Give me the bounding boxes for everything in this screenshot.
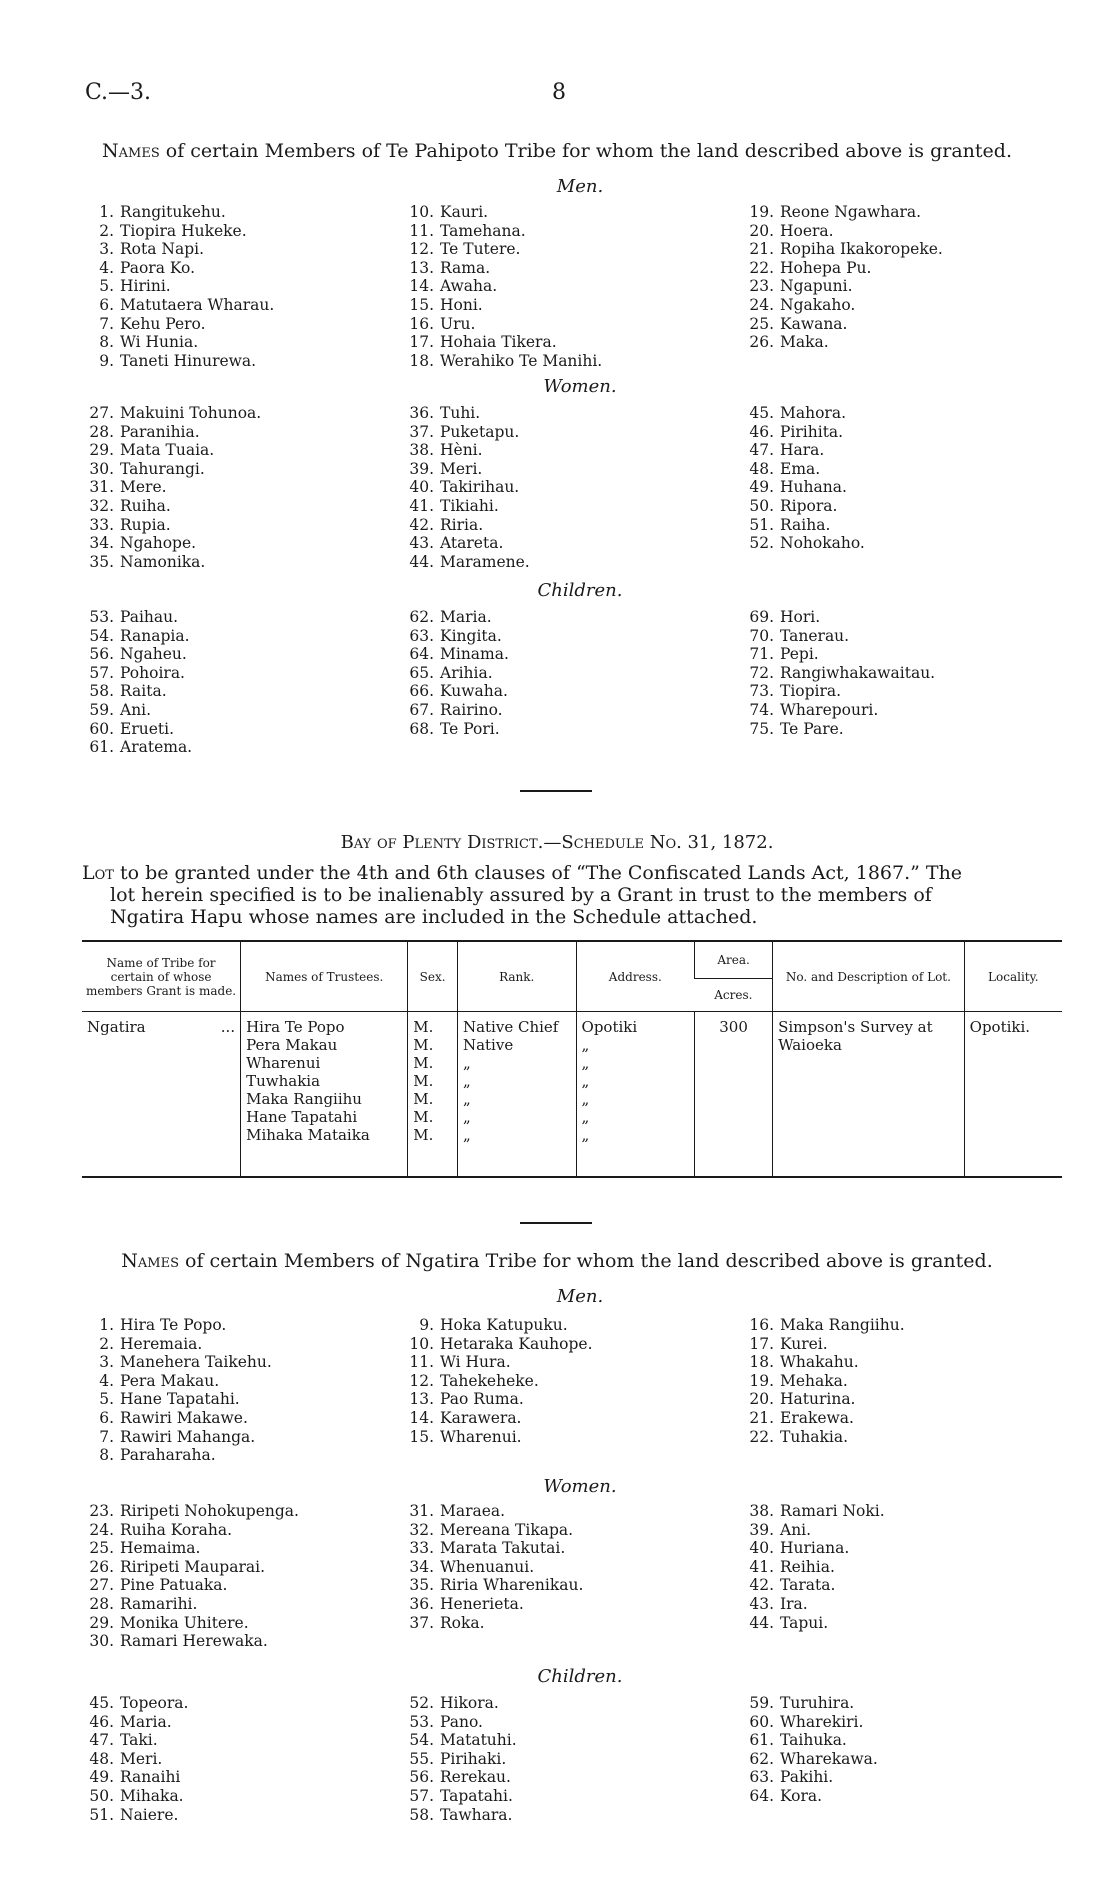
list-item: 51. Raiha. (749, 515, 831, 534)
s1-children-col-3 (742, 608, 935, 738)
list-item: 41. Tikiahi. (409, 496, 499, 515)
list-item: 11. Wi Hura. (409, 1353, 511, 1372)
s2-men-col-2 (402, 1316, 593, 1446)
list-item: 49. Ranaihi (89, 1768, 181, 1787)
list-item: 66. Kuwaha. (409, 682, 508, 701)
list-item: 22. Tuhakia. (749, 1427, 849, 1446)
table-row (82, 1012, 1062, 1178)
table-cell-line: „ (462, 1108, 471, 1126)
lot-lead: Lot (82, 862, 114, 884)
divider-rule-2 (520, 1222, 592, 1224)
lot-line-3: Ngatira Hapu whose names are included in the Schedule attached. (110, 906, 758, 928)
list-item: 74. Wharepouri. (749, 700, 879, 719)
list-item: 28. Paranihia. (89, 422, 200, 441)
list-item: 17. Kurei. (749, 1334, 828, 1353)
list-item: 8. Wi Hunia. (99, 333, 199, 352)
list-item: 12. Tahekeheke. (409, 1371, 539, 1390)
list-item: 31. Maraea. (409, 1502, 506, 1520)
list-item: 67. Rairino. (409, 700, 503, 719)
list-item: 41. Reihia. (749, 1557, 835, 1576)
list-item: 26. Riripeti Mauparai. (89, 1557, 265, 1576)
s2-children-col-1 (82, 1694, 188, 1824)
list-item: 65. Arihia. (409, 663, 493, 682)
schedule-title: Bay of Plenty District.—Schedule No. 31, 1872. (340, 832, 774, 853)
s2-men-heading: Men. (556, 1286, 604, 1307)
list-item: 16. Maka Rangiihu. (749, 1316, 905, 1334)
list-item: 43. Ira. (749, 1594, 808, 1613)
list-item: 33. Marata Takutai. (409, 1539, 566, 1558)
list-item: 25. Hemaima. (89, 1539, 201, 1558)
list-item: 56. Rerekau. (409, 1768, 511, 1787)
list-item: 63. Kingita. (409, 626, 502, 645)
list-item: 27. Pine Patuaka. (89, 1576, 228, 1595)
table-cell-line: Native (462, 1036, 514, 1054)
section1-caption (0, 140, 1114, 162)
list-item: 20. Haturina. (749, 1390, 856, 1409)
table-cell-line: Hane Tapatahi (246, 1108, 358, 1126)
list-item: 44. Tapui. (749, 1613, 829, 1632)
section1-caption-lead: Names (102, 140, 160, 162)
list-item: 1. Hira Te Popo. (99, 1316, 227, 1334)
s2-women-col-2 (402, 1502, 583, 1632)
list-item: 42. Tarata. (749, 1576, 836, 1595)
list-item: 58. Raita. (89, 682, 167, 701)
list-item: 38. Ramari Noki. (749, 1502, 885, 1520)
table-cell-line: „ (581, 1036, 590, 1054)
list-item: 13. Rama. (409, 258, 491, 277)
list-item: 71. Pepi. (749, 645, 819, 664)
table-cell-line: M. (413, 1072, 434, 1090)
list-item: 37. Roka. (409, 1613, 485, 1632)
list-item: 15. Wharenui. (409, 1427, 522, 1446)
schedule-table (82, 940, 1062, 1178)
list-item: 40. Takirihau. (409, 478, 520, 497)
list-item: 21. Erakewa. (749, 1408, 854, 1427)
list-item: 54. Matatuhi. (409, 1731, 517, 1750)
table-cell-line: „ (462, 1072, 471, 1090)
table-cell-line: Pera Makau (246, 1036, 338, 1054)
list-item: 35. Namonika. (89, 552, 206, 571)
table-cell-line: Hira Te Popo (246, 1018, 345, 1036)
list-item: 73. Tiopira. (749, 682, 842, 701)
list-item: 16. Uru. (409, 314, 476, 333)
col-header-locality: Locality. (964, 941, 1062, 1012)
s2-men-col-1 (82, 1316, 272, 1465)
table-cell-line: M. (413, 1036, 434, 1054)
list-item: 59. Turuhira. (749, 1694, 855, 1712)
section-reference: C.—3. (85, 80, 152, 105)
list-item: 33. Rupia. (89, 515, 171, 534)
list-item: 37. Puketapu. (409, 422, 520, 441)
list-item: 34. Ngahope. (89, 534, 197, 553)
s2-women-col-1 (82, 1502, 299, 1651)
list-item: 62. Wharekawa. (749, 1749, 878, 1768)
s1-women-col-2 (402, 404, 530, 571)
list-item: 61. Aratema. (89, 738, 193, 757)
list-item: 18. Whakahu. (749, 1353, 859, 1372)
list-item: 70. Tanerau. (749, 626, 850, 645)
s1-women-col-1 (82, 404, 261, 571)
s1-men-col-2 (402, 203, 602, 370)
list-item: 5. Hane Tapatahi. (99, 1390, 240, 1409)
list-item: 17. Hohaia Tikera. (409, 333, 557, 352)
list-item: 4. Pera Makau. (99, 1371, 220, 1390)
list-item: 45. Topeora. (89, 1694, 189, 1712)
table-cell-line: Wharenui (246, 1054, 321, 1072)
col-header-trustees: Names of Trustees. (241, 941, 408, 1012)
section2-caption-rest: of certain Members of Ngatira Tribe for whom the land described above is granted. (178, 1250, 993, 1272)
list-item: 19. Reone Ngawhara. (749, 203, 922, 221)
list-item: 10. Kauri. (409, 203, 489, 221)
list-item: 54. Ranapia. (89, 626, 190, 645)
list-item: 45. Mahora. (749, 404, 847, 422)
list-item: 42. Riria. (409, 515, 484, 534)
list-item: 52. Nohokaho. (749, 534, 865, 553)
list-item: 31. Mere. (89, 478, 167, 497)
cell-tribe: Ngatira ... (87, 1018, 236, 1036)
list-item: 50. Ripora. (749, 496, 838, 515)
list-item: 43. Atareta. (409, 534, 504, 553)
list-item: 68. Te Pori. (409, 719, 500, 738)
list-item: 29. Mata Tuaia. (89, 441, 215, 460)
cell-address (576, 1012, 695, 1178)
table-cell-line: Mihaka Mataika (246, 1126, 370, 1144)
list-item: 14. Awaha. (409, 277, 498, 296)
list-item: 8. Paraharaha. (99, 1446, 216, 1465)
list-item: 22. Hohepa Pu. (749, 258, 872, 277)
list-item: 60. Erueti. (89, 719, 174, 738)
col-header-lot: No. and Description of Lot. (773, 941, 965, 1012)
col-header-tribe: Name of Tribe for certain of whose members Grant is made. (82, 941, 241, 1012)
lot-line-2: lot herein specified is to be inalienably assured by a Grant in trust to the members of (110, 884, 932, 906)
list-item: 27. Makuini Tohunoa. (89, 404, 262, 422)
table-cell-line: M. (413, 1126, 434, 1144)
list-item: 18. Werahiko Te Manihi. (409, 351, 603, 370)
cell-locality: Opotiki. (964, 1012, 1062, 1178)
table-cell-line: „ (462, 1090, 471, 1108)
list-item: 6. Matutaera Wharau. (99, 295, 275, 314)
list-item: 52. Hikora. (409, 1694, 499, 1712)
list-item: 48. Ema. (749, 459, 821, 478)
list-item: 24. Ruiha Koraha. (89, 1520, 233, 1539)
list-item: 46. Pirihita. (749, 422, 844, 441)
table-cell-line: „ (581, 1126, 590, 1144)
list-item: 46. Maria. (89, 1712, 172, 1731)
list-item: 60. Wharekiri. (749, 1712, 864, 1731)
cell-rank (457, 1012, 576, 1178)
s1-children-col-2 (402, 608, 509, 738)
section2-caption-lead: Names (121, 1250, 179, 1272)
table-cell-line: M. (413, 1090, 434, 1108)
list-item: 15. Honi. (409, 295, 483, 314)
col-header-area: Area. (695, 941, 773, 979)
list-item: 34. Whenuanui. (409, 1557, 535, 1576)
list-item: 39. Meri. (409, 459, 483, 478)
list-item: 13. Pao Ruma. (409, 1390, 524, 1409)
list-item: 57. Tapatahi. (409, 1786, 513, 1805)
list-item: 25. Kawana. (749, 314, 848, 333)
s1-women-col-3 (742, 404, 865, 553)
list-item: 7. Kehu Pero. (99, 314, 206, 333)
list-item: 4. Paora Ko. (99, 258, 196, 277)
list-item: 26. Maka. (749, 333, 829, 352)
list-item: 14. Karawera. (409, 1408, 522, 1427)
list-item: 30. Ramari Herewaka. (89, 1632, 268, 1651)
table-cell-line: „ (581, 1090, 590, 1108)
list-item: 5. Hirini. (99, 277, 171, 296)
table-cell-line: Maka Rangiihu (246, 1090, 362, 1108)
list-item: 6. Rawiri Makawe. (99, 1408, 248, 1427)
list-item: 19. Mehaka. (749, 1371, 848, 1390)
s2-children-heading: Children. (537, 1666, 623, 1687)
col-header-sex: Sex. (408, 941, 458, 1012)
list-item: 48. Meri. (89, 1749, 163, 1768)
cell-sex (408, 1012, 458, 1178)
list-item: 3. Manehera Taikehu. (99, 1353, 272, 1372)
section2-caption (0, 1250, 1114, 1272)
list-item: 61. Taihuka. (749, 1731, 847, 1750)
list-item: 53. Paihau. (89, 608, 179, 626)
list-item: 11. Tamehana. (409, 221, 526, 240)
lot-line-1: Lot to be granted under the 4th and 6th clauses of “The Confiscated Lands Act, 1867.” The (82, 862, 963, 884)
list-item: 2. Heremaia. (99, 1334, 203, 1353)
table-cell-line: „ (581, 1054, 590, 1072)
list-item: 7. Rawiri Mahanga. (99, 1427, 256, 1446)
table-cell-line: M. (413, 1108, 434, 1126)
list-item: 64. Kora. (749, 1786, 823, 1805)
table-cell-line: „ (581, 1108, 590, 1126)
s2-men-col-3 (742, 1316, 905, 1446)
list-item: 57. Pohoira. (89, 663, 185, 682)
list-item: 40. Huriana. (749, 1539, 850, 1558)
list-item: 1. Rangitukehu. (99, 203, 226, 221)
cell-acres: 300 (695, 1012, 773, 1178)
list-item: 35. Riria Wharenikau. (409, 1576, 584, 1595)
list-item: 53. Pano. (409, 1712, 483, 1731)
list-item: 47. Hara. (749, 441, 825, 460)
cell-trustees (241, 1012, 408, 1178)
list-item: 32. Ruiha. (89, 496, 171, 515)
table-cell-line: „ (462, 1126, 471, 1144)
list-item: 49. Huhana. (749, 478, 847, 497)
list-item: 63. Pakihi. (749, 1768, 834, 1787)
list-item: 29. Monika Uhitere. (89, 1613, 249, 1632)
col-header-address: Address. (576, 941, 695, 1012)
col-header-rank: Rank. (457, 941, 576, 1012)
list-item: 30. Tahurangi. (89, 459, 205, 478)
list-item: 10. Hetaraka Kauhope. (409, 1334, 593, 1353)
list-item: 39. Ani. (749, 1520, 812, 1539)
list-item: 75. Te Pare. (749, 719, 844, 738)
table-cell-line: M. (413, 1018, 434, 1036)
s2-children-col-2 (402, 1694, 517, 1824)
table-cell-line: M. (413, 1054, 434, 1072)
table-cell-line: Tuwhakia (246, 1072, 321, 1090)
list-item: 28. Ramarihi. (89, 1594, 198, 1613)
list-item: 21. Ropiha Ikakoropeke. (749, 240, 943, 259)
col-header-acres: Acres. (695, 979, 773, 1012)
list-item: 72. Rangiwhakawaitau. (749, 663, 936, 682)
list-item: 44. Maramene. (409, 552, 530, 571)
list-item: 2. Tiopira Hukeke. (99, 221, 247, 240)
list-item: 9. Taneti Hinurewa. (99, 351, 257, 370)
s1-children-col-1 (82, 608, 192, 757)
list-item: 36. Tuhi. (409, 404, 481, 422)
list-item: 9. Hoka Katupuku. (419, 1316, 568, 1334)
list-item: 47. Taki. (89, 1731, 158, 1750)
list-item: 12. Te Tutere. (409, 240, 521, 259)
list-item: 51. Naiere. (89, 1805, 179, 1824)
list-item: 50. Mihaka. (89, 1786, 184, 1805)
table-cell-line: Opotiki (581, 1018, 638, 1036)
s1-men-col-1 (82, 203, 274, 370)
list-item: 23. Riripeti Nohokupenga. (89, 1502, 299, 1520)
list-item: 36. Henerieta. (409, 1594, 524, 1613)
page-number: 8 (552, 80, 566, 105)
list-item: 59. Ani. (89, 700, 152, 719)
s1-men-col-3 (742, 203, 943, 352)
list-item: 20. Hoera. (749, 221, 834, 240)
list-item: 3. Rota Napi. (99, 240, 205, 259)
list-item: 24. Ngakaho. (749, 295, 856, 314)
table-cell-line: Native Chief (462, 1018, 559, 1036)
cell-lot: Simpson's Survey at Waioeka (773, 1012, 965, 1178)
divider-rule (520, 790, 592, 792)
s2-women-heading: Women. (543, 1476, 617, 1497)
s1-children-heading: Children. (537, 580, 623, 601)
list-item: 38. Hèni. (409, 441, 483, 460)
list-item: 32. Mereana Tikapa. (409, 1520, 574, 1539)
list-item: 58. Tawhara. (409, 1805, 513, 1824)
s2-women-col-3 (742, 1502, 885, 1632)
list-item: 56. Ngaheu. (89, 645, 187, 664)
s1-women-heading: Women. (543, 376, 617, 397)
list-item: 69. Hori. (749, 608, 821, 626)
list-item: 64. Minama. (409, 645, 509, 664)
table-cell-line: „ (581, 1072, 590, 1090)
table-cell-line: „ (462, 1054, 471, 1072)
list-item: 55. Pirihaki. (409, 1749, 507, 1768)
section1-caption-rest: of certain Members of Te Pahipoto Tribe for whom the land described above is granted. (159, 140, 1012, 162)
list-item: 62. Maria. (409, 608, 492, 626)
s2-children-col-3 (742, 1694, 878, 1806)
s1-men-heading: Men. (556, 176, 604, 197)
list-item: 23. Ngapuni. (749, 277, 853, 296)
